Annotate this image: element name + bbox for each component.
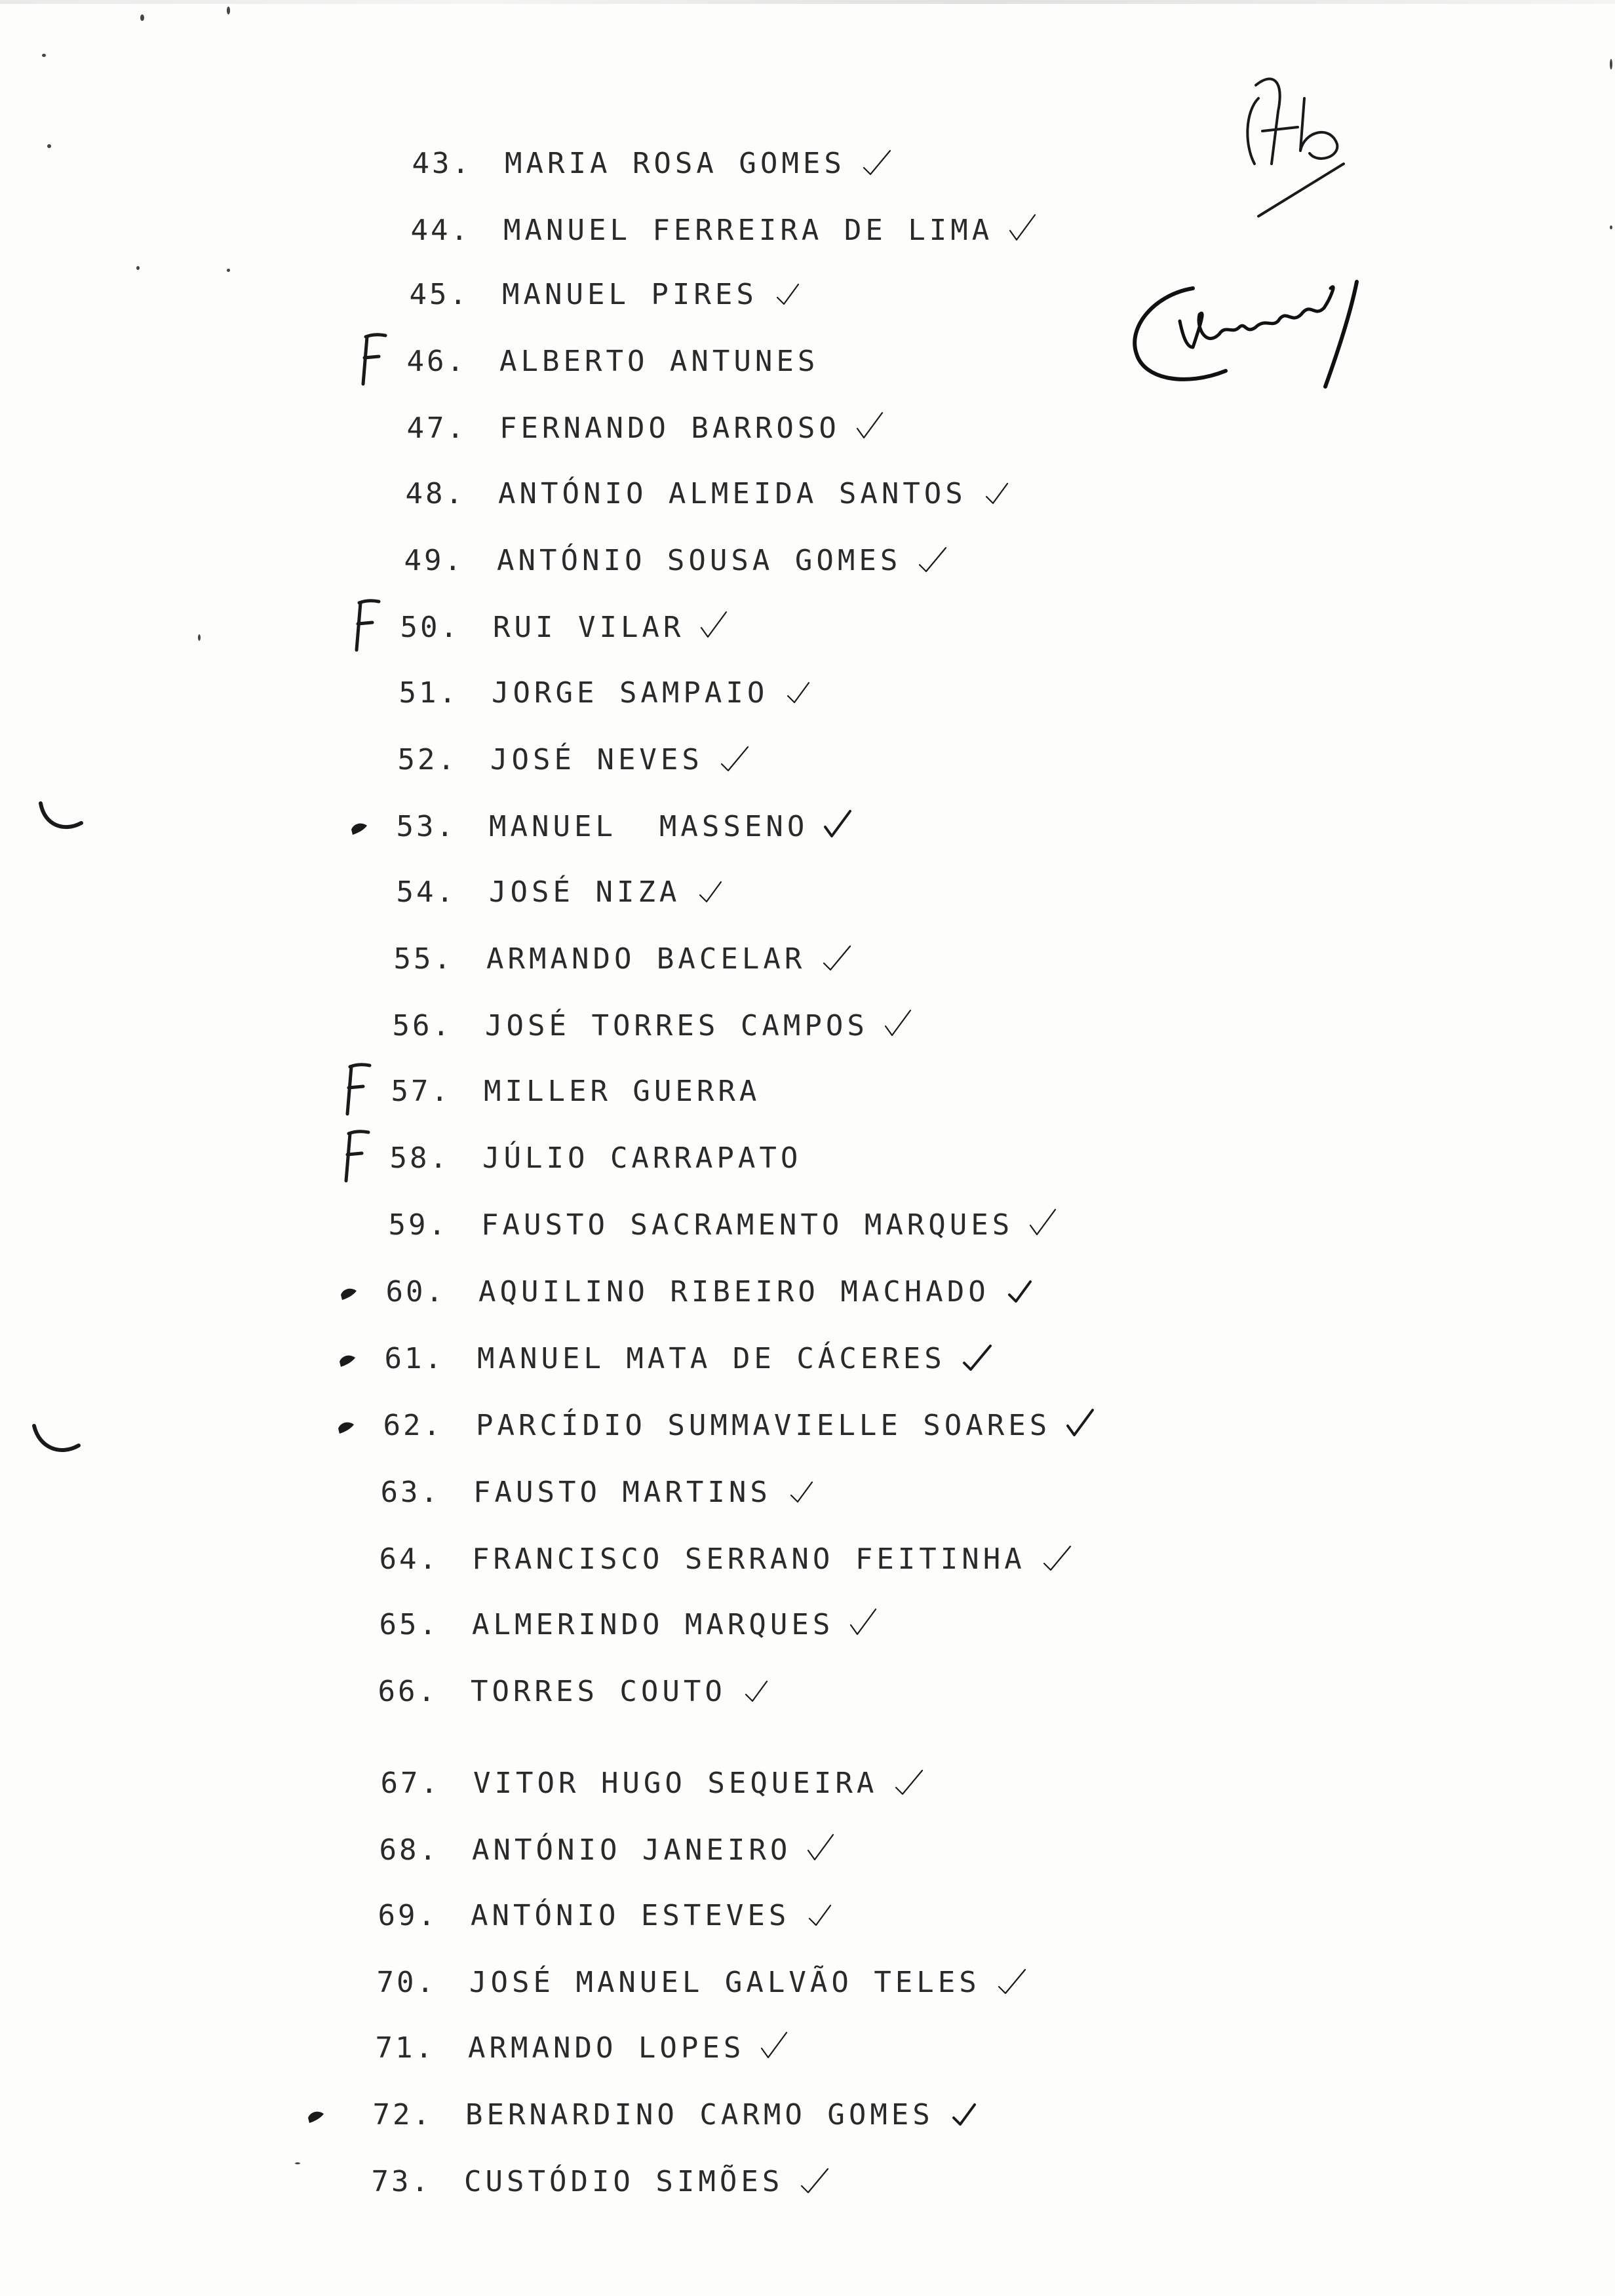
list-row (368, 335, 1508, 388)
entry-name (499, 402, 886, 455)
entry-name-text: FAUSTO MARTINS (473, 1476, 771, 1509)
check-mark-icon (1041, 1537, 1072, 1570)
entry-number: 72. (372, 2098, 433, 2132)
entry-name (471, 1890, 836, 1942)
entry-name (478, 1266, 1036, 1318)
entry-number: 58. (389, 1141, 450, 1175)
list-row (360, 667, 1508, 719)
entry-name-text: ARMANDO LOPES (468, 2031, 745, 2065)
entry-name (497, 535, 947, 587)
entry-name-text: BERNARDINO CARMO GOMES (465, 2098, 934, 2132)
entry-number: 63. (380, 1476, 440, 1509)
entry-number: 45. (409, 278, 469, 311)
check-mark-icon (696, 870, 726, 903)
check-mark-icon (962, 1337, 992, 1369)
ink-dot-mark (340, 1286, 358, 1301)
check-mark-icon (807, 1828, 837, 1861)
entry-name-text: ANTÓNIO JANEIRO (472, 1833, 792, 1867)
entry-name (473, 1466, 817, 1519)
check-mark-icon (856, 406, 886, 439)
entry-name-text: JORGE SAMPAIO (492, 676, 769, 710)
list-row (371, 269, 1508, 321)
entry-number: 62. (383, 1409, 443, 1442)
entry-name-text: ANTÓNIO ALMEIDA SANTOS (498, 477, 967, 510)
entry-name (465, 2089, 980, 2141)
entry-name (485, 1000, 914, 1052)
entry-name-text: AQUILINO RIBEIRO MACHADO (478, 1275, 990, 1309)
entry-name (482, 1132, 802, 1185)
list-row (347, 1266, 1508, 1318)
entry-number: 70. (376, 1966, 437, 1999)
entry-name-text: MARIA ROSA GOMES (505, 147, 846, 180)
entry-name (489, 866, 726, 919)
entry-number: 66. (378, 1675, 438, 1708)
check-mark-icon (917, 539, 947, 571)
f-margin-mark (357, 332, 387, 387)
entry-name (481, 1199, 1059, 1252)
check-mark-icon (1009, 208, 1039, 241)
list-row (334, 2089, 1508, 2141)
entry-name (469, 1957, 1026, 2009)
entry-name-text: CUSTÓDIO SIMÕES (464, 2165, 784, 2198)
ink-dot-mark (337, 1419, 355, 1435)
entry-number: 44. (410, 214, 471, 247)
entry-name (503, 204, 1039, 257)
entry-number: 54. (396, 875, 456, 909)
check-mark-icon (806, 1894, 836, 1926)
check-mark-icon (719, 738, 749, 771)
list-row (346, 1333, 1508, 1385)
list-row (345, 1400, 1508, 1452)
f-margin-mark (340, 1128, 370, 1183)
entry-number: 59. (388, 1208, 448, 1242)
entry-number: 57. (391, 1075, 451, 1108)
list-row (362, 602, 1508, 654)
entry-number: 56. (392, 1009, 452, 1043)
entry-name (498, 468, 1013, 520)
entry-name (493, 602, 730, 654)
entry-name (477, 1333, 992, 1385)
list-row (350, 1199, 1508, 1252)
entry-name (492, 667, 814, 719)
entry-name-text: JÚLIO CARRAPATO (482, 1141, 802, 1175)
check-mark-icon (787, 1470, 817, 1503)
entry-name (472, 1533, 1072, 1586)
list-row (374, 138, 1508, 190)
list-row (367, 468, 1508, 520)
entry-name (484, 1065, 760, 1118)
entry-name (473, 1757, 924, 1810)
entry-number: 48. (405, 477, 465, 510)
entry-name-text: ANTÓNIO ESTEVES (471, 1899, 790, 1932)
ink-dot-mark (307, 2109, 325, 2124)
entry-number: 53. (396, 810, 456, 843)
check-mark-icon (950, 2093, 980, 2126)
list-row (340, 1890, 1508, 1942)
list-row (341, 1533, 1508, 1586)
entry-name-text: ANTÓNIO SOUSA GOMES (497, 544, 902, 577)
entry-name-text: JOSÉ TORRES CAMPOS (485, 1009, 868, 1043)
entry-number: 43. (412, 147, 472, 180)
entry-number: 64. (379, 1542, 439, 1576)
list-row (338, 1957, 1508, 2009)
check-mark-icon (760, 2026, 790, 2059)
entry-number: 50. (400, 611, 460, 644)
list-row (366, 535, 1508, 587)
check-mark-icon (996, 1961, 1026, 1993)
entry-name-text: MANUEL MATA DE CÁCERES (477, 1342, 946, 1375)
entry-number: 71. (375, 2031, 435, 2065)
entry-name (464, 2156, 829, 2208)
entry-name-text: TORRES COUTO (471, 1675, 726, 1708)
list-row (368, 402, 1508, 455)
entry-number: 69. (378, 1899, 438, 1932)
ink-dot-mark (350, 820, 368, 836)
entry-number: 60. (385, 1275, 446, 1309)
entry-name-text: JOSÉ NIZA (489, 875, 681, 909)
check-mark-icon (893, 1761, 924, 1794)
entry-number: 55. (393, 942, 454, 976)
f-margin-mark (350, 598, 380, 653)
entry-number: 47. (406, 411, 467, 445)
check-mark-icon (1029, 1203, 1059, 1236)
check-mark-icon (773, 273, 804, 305)
entry-name (476, 1400, 1097, 1452)
entry-name (489, 801, 854, 853)
entry-name-text: ALBERTO ANTUNES (499, 345, 819, 378)
entry-name-text: FRANCISCO SERRANO FEITINHA (472, 1542, 1026, 1576)
entry-number: 61. (384, 1342, 444, 1375)
entry-number: 51. (399, 676, 459, 710)
entry-name (490, 734, 749, 786)
entry-name-text: PARCÍDIO SUMMAVIELLE SOARES (476, 1409, 1051, 1442)
list-row (342, 1757, 1508, 1810)
entry-number: 68. (379, 1833, 439, 1867)
list-row (351, 1132, 1508, 1185)
list-row (342, 1466, 1508, 1519)
entry-name (472, 1599, 880, 1651)
check-mark-icon (821, 937, 851, 970)
check-mark-icon (742, 1670, 772, 1702)
list-row (358, 801, 1508, 853)
check-mark-icon (1066, 1404, 1097, 1436)
entry-name-text: ARMANDO BACELAR (486, 942, 806, 976)
f-margin-mark (341, 1062, 371, 1117)
entry-name-text: RUI VILAR (493, 611, 685, 644)
entry-name-text: JOSÉ MANUEL GALVÃO TELES (469, 1966, 981, 1999)
entry-name-text: JOSÉ NEVES (490, 743, 703, 776)
list-row (341, 1599, 1508, 1651)
list-row (359, 734, 1508, 786)
entry-name-text: MILLER GUERRA (484, 1075, 761, 1108)
entry-number: 67. (380, 1767, 440, 1800)
entry-number: 49. (404, 544, 464, 577)
check-mark-icon (799, 2160, 829, 2192)
entry-name-text: FAUSTO SACRAMENTO MARQUES (481, 1208, 1014, 1242)
list-row (355, 933, 1508, 985)
entry-name (502, 269, 804, 321)
entry-name (472, 1824, 837, 1877)
entry-name-text: MANUEL FERREIRA DE LIMA (503, 214, 994, 247)
check-mark-icon (861, 142, 891, 174)
list-row (354, 1000, 1508, 1052)
entry-name-text: MANUEL PIRES (502, 278, 758, 311)
entry-name (486, 933, 851, 985)
ink-dot-mark (338, 1352, 357, 1368)
entry-name (505, 138, 891, 190)
entry-name (471, 1666, 772, 1718)
list-row (341, 1824, 1508, 1877)
check-mark-icon (784, 671, 814, 704)
entry-number: 73. (371, 2165, 431, 2198)
entry-name-text: FERNANDO BARROSO (499, 411, 840, 445)
entry-number: 65. (379, 1608, 439, 1641)
list-row (358, 866, 1508, 919)
check-mark-icon (983, 472, 1013, 505)
entry-number: 46. (406, 345, 467, 378)
entry-name-text: ALMERINDO MARQUES (472, 1608, 834, 1641)
check-mark-icon (884, 1004, 914, 1037)
check-mark-icon (824, 805, 854, 837)
list-row (337, 2022, 1508, 2075)
entry-name-text: MANUEL MASSENO (489, 810, 809, 843)
list-row (333, 2156, 1508, 2208)
list-row (340, 1666, 1508, 1718)
list-row (372, 204, 1508, 257)
check-mark-icon (849, 1603, 880, 1636)
list-row (353, 1065, 1508, 1118)
entry-name (499, 335, 819, 388)
entry-name-text: VITOR HUGO SEQUEIRA (473, 1767, 878, 1800)
entry-name (468, 2022, 790, 2075)
check-mark-icon (1005, 1270, 1036, 1303)
entry-number: 52. (397, 743, 457, 776)
check-mark-icon (700, 605, 730, 638)
